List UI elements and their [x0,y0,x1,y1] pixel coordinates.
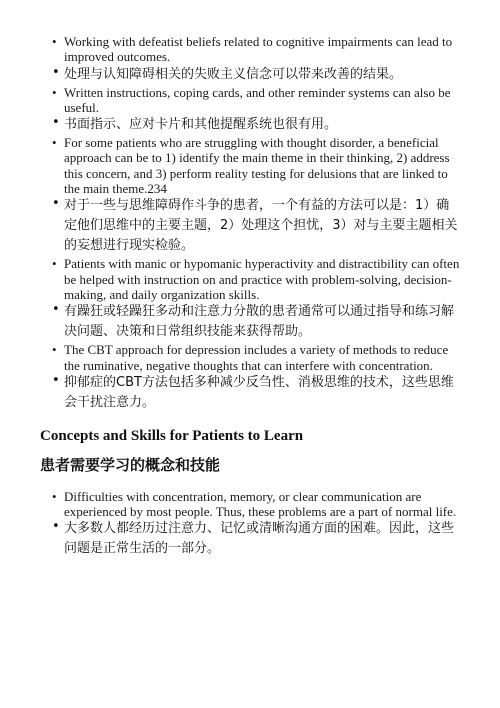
list-item-text: Working with defeatist beliefs related to cognitive impairments can lead to improved outcomes. [64,34,453,65]
list-item [40,373,460,413]
list-item-text: For some patients who are struggling with thought disorder, a beneficial approach can be to 1) identify the main theme in their thinking, 2) address this concern, and 3) perform reality testing for delusions that are linked to the main theme.234 [64,135,450,197]
list-item [40,256,460,302]
bullet-icon: • [52,115,60,131]
bullet-list-interventions [40,34,460,413]
list-item-text: 抑郁症的CBT方法包括多种减少反刍性、消极思维的技术，这些思维会干扰注意力。 [64,374,454,410]
list-item [40,302,460,342]
list-item [40,85,460,116]
bullet-icon: • [52,64,60,80]
list-item [40,65,460,85]
bullet-icon: • [52,488,57,504]
list-item [40,34,460,65]
list-item-text: 书面指示、应对卡片和其他提醒系统也很有用。 [64,117,338,133]
list-item [40,519,460,559]
list-item-text: The CBT approach for depression includes a variety of methods to reduce the ruminative, negative thoughts that can interfere with concentration. [64,342,449,373]
list-item [40,342,460,373]
bullet-icon: • [52,34,57,49]
bullet-icon: • [52,372,60,388]
list-item-text: 有躁狂或轻躁狂多动和注意力分散的患者通常可以通过指导和练习解决问题、决策和日常组织技能来获得帮助。 [64,304,455,340]
list-item-text: 对于一些与思维障碍作斗争的患者，一个有益的方法可以是：1）确定他们思维中的主要主题，2）处理这个担忧，3）对与主要主题相关的妄想进行现实检验。 [64,198,458,254]
list-item [40,135,460,196]
bullet-icon: • [52,84,57,100]
list-item-text: Patients with manic or hypomanic hyperactivity and distractibility can often be helped with instruction on and practice with problem-solving, decision-making, and daily organization skills. [64,256,460,302]
list-item-text: 处理与认知障碍相关的失败主义信念可以带来改善的结果。 [64,66,403,82]
bullet-icon: • [52,135,57,151]
bullet-list-concepts [40,489,460,560]
bullet-icon: • [52,256,57,272]
section-heading-en: Concepts and Skills for Patients to Learn [40,427,304,444]
bullet-icon: • [52,302,60,318]
bullet-icon: • [52,196,60,212]
bullet-icon: • [52,519,60,535]
list-item [40,489,460,520]
list-item-text: 大多数人都经历过注意力、记忆或清晰沟通方面的困难。因此，这些问题是正常生活的一部分。 [64,521,455,557]
list-item-text: Written instructions, coping cards, and other reminder systems can also be useful. [64,84,451,115]
section-heading-zh: 患者需要学习的概念和技能 [40,455,221,474]
list-item [40,196,460,256]
list-item [40,115,460,135]
bullet-icon: • [52,342,57,358]
list-item-text: Difficulties with concentration, memory, or clear communication are experienced by most people. Thus, these problems are a part of normal life. [64,488,457,520]
